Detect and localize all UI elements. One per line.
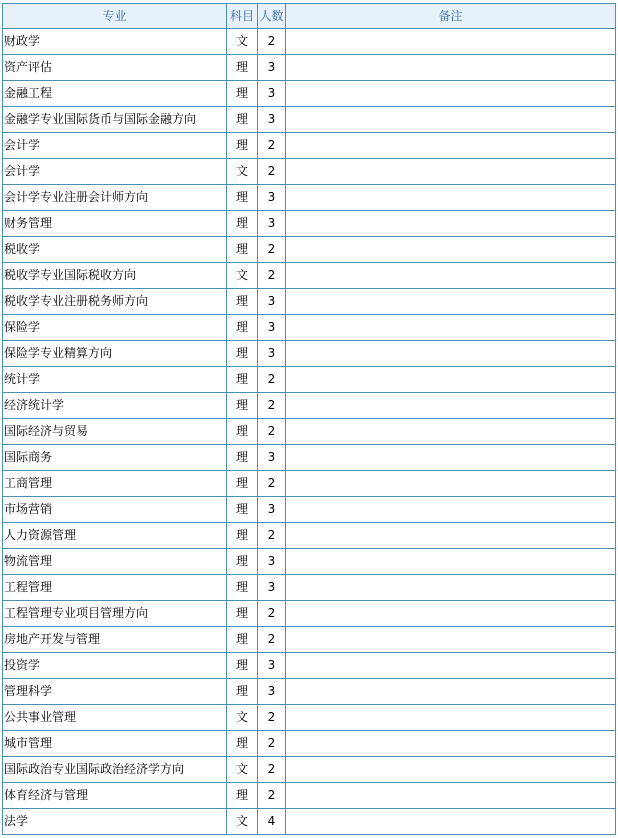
- major-cell: 会计学专业注册会计师方向: [3, 185, 227, 211]
- subject-cell: 理: [227, 549, 258, 575]
- count-cell: 2: [258, 159, 286, 185]
- major-cell: 财政学: [3, 29, 227, 55]
- subject-cell: 理: [227, 367, 258, 393]
- table-row: [3, 575, 616, 601]
- major-cell: 金融学专业国际货币与国际金融方向: [3, 107, 227, 133]
- major-cell: 保险学: [3, 315, 227, 341]
- table-row: [3, 263, 616, 289]
- table-row: [3, 289, 616, 315]
- count-cell: 2: [258, 393, 286, 419]
- note-cell: [286, 471, 616, 497]
- count-cell: 2: [258, 783, 286, 809]
- note-cell: [286, 445, 616, 471]
- table-row: [3, 445, 616, 471]
- major-cell: 体育经济与管理: [3, 783, 227, 809]
- subject-cell: 理: [227, 445, 258, 471]
- subject-cell: 文: [227, 29, 258, 55]
- header-count: 人数: [258, 4, 286, 29]
- note-cell: [286, 341, 616, 367]
- subject-cell: 理: [227, 523, 258, 549]
- major-cell: 工商管理: [3, 471, 227, 497]
- table-row: [3, 497, 616, 523]
- note-cell: [286, 107, 616, 133]
- count-cell: 3: [258, 55, 286, 81]
- count-cell: 2: [258, 601, 286, 627]
- table-row: [3, 29, 616, 55]
- table-row: [3, 549, 616, 575]
- table-row: [3, 237, 616, 263]
- count-cell: 2: [258, 29, 286, 55]
- note-cell: [286, 757, 616, 783]
- major-cell: 人力资源管理: [3, 523, 227, 549]
- note-cell: [286, 601, 616, 627]
- table-row: [3, 393, 616, 419]
- header-subject: 科目: [227, 4, 258, 29]
- count-cell: 2: [258, 237, 286, 263]
- subject-cell: 理: [227, 237, 258, 263]
- subject-cell: 理: [227, 315, 258, 341]
- table-row: [3, 133, 616, 159]
- count-cell: 3: [258, 653, 286, 679]
- count-cell: 3: [258, 445, 286, 471]
- note-cell: [286, 523, 616, 549]
- count-cell: 3: [258, 341, 286, 367]
- major-cell: 市场营销: [3, 497, 227, 523]
- note-cell: [286, 289, 616, 315]
- table-header: [3, 4, 616, 29]
- header-major: 专业: [3, 4, 227, 29]
- major-cell: 会计学: [3, 159, 227, 185]
- count-cell: 2: [258, 133, 286, 159]
- count-cell: 3: [258, 211, 286, 237]
- subject-cell: 理: [227, 575, 258, 601]
- note-cell: [286, 55, 616, 81]
- major-cell: 财务管理: [3, 211, 227, 237]
- subject-cell: 理: [227, 81, 258, 107]
- major-cell: 房地产开发与管理: [3, 627, 227, 653]
- table-row: [3, 315, 616, 341]
- major-cell: 会计学: [3, 133, 227, 159]
- table-row: [3, 731, 616, 757]
- subject-cell: 文: [227, 263, 258, 289]
- subject-cell: 理: [227, 679, 258, 705]
- subject-cell: 理: [227, 627, 258, 653]
- note-cell: [286, 809, 616, 835]
- subject-cell: 理: [227, 601, 258, 627]
- subject-cell: 理: [227, 289, 258, 315]
- subject-cell: 文: [227, 809, 258, 835]
- count-cell: 2: [258, 627, 286, 653]
- subject-cell: 理: [227, 497, 258, 523]
- table-row: [3, 185, 616, 211]
- count-cell: 2: [258, 263, 286, 289]
- subject-cell: 理: [227, 133, 258, 159]
- table-row: [3, 107, 616, 133]
- major-cell: 投资学: [3, 653, 227, 679]
- major-cell: 物流管理: [3, 549, 227, 575]
- count-cell: 3: [258, 185, 286, 211]
- note-cell: [286, 705, 616, 731]
- count-cell: 2: [258, 705, 286, 731]
- table-row: [3, 601, 616, 627]
- table-row: [3, 523, 616, 549]
- table-row: [3, 705, 616, 731]
- note-cell: [286, 315, 616, 341]
- major-cell: 经济统计学: [3, 393, 227, 419]
- table-row: [3, 471, 616, 497]
- major-cell: 保险学专业精算方向: [3, 341, 227, 367]
- count-cell: 3: [258, 575, 286, 601]
- note-cell: [286, 263, 616, 289]
- major-cell: 工程管理: [3, 575, 227, 601]
- table-row: [3, 341, 616, 367]
- table-row: [3, 783, 616, 809]
- subject-cell: 理: [227, 783, 258, 809]
- count-cell: 3: [258, 679, 286, 705]
- count-cell: 3: [258, 497, 286, 523]
- major-cell: 金融工程: [3, 81, 227, 107]
- table-row: [3, 211, 616, 237]
- note-cell: [286, 419, 616, 445]
- note-cell: [286, 237, 616, 263]
- note-cell: [286, 211, 616, 237]
- note-cell: [286, 133, 616, 159]
- header-note: 备注: [286, 4, 616, 29]
- table-row: [3, 809, 616, 835]
- major-cell: 税收学专业国际税收方向: [3, 263, 227, 289]
- count-cell: 2: [258, 731, 286, 757]
- note-cell: [286, 393, 616, 419]
- count-cell: 2: [258, 757, 286, 783]
- major-cell: 税收学专业注册税务师方向: [3, 289, 227, 315]
- table-row: [3, 55, 616, 81]
- subject-cell: 文: [227, 705, 258, 731]
- count-cell: 2: [258, 471, 286, 497]
- table-row: [3, 159, 616, 185]
- subject-cell: 理: [227, 471, 258, 497]
- note-cell: [286, 29, 616, 55]
- major-cell: 法学: [3, 809, 227, 835]
- count-cell: 2: [258, 523, 286, 549]
- note-cell: [286, 81, 616, 107]
- count-cell: 3: [258, 289, 286, 315]
- table-row: [3, 757, 616, 783]
- major-cell: 国际政治专业国际政治经济学方向: [3, 757, 227, 783]
- note-cell: [286, 679, 616, 705]
- subject-cell: 文: [227, 159, 258, 185]
- table-body: [3, 29, 616, 835]
- note-cell: [286, 549, 616, 575]
- count-cell: 2: [258, 367, 286, 393]
- major-cell: 管理科学: [3, 679, 227, 705]
- major-cell: 公共事业管理: [3, 705, 227, 731]
- table-row: [3, 81, 616, 107]
- table-row: [3, 367, 616, 393]
- subject-cell: 理: [227, 731, 258, 757]
- note-cell: [286, 653, 616, 679]
- note-cell: [286, 497, 616, 523]
- majors-table: [2, 3, 616, 835]
- count-cell: 4: [258, 809, 286, 835]
- note-cell: [286, 783, 616, 809]
- subject-cell: 理: [227, 419, 258, 445]
- note-cell: [286, 185, 616, 211]
- subject-cell: 理: [227, 653, 258, 679]
- subject-cell: 理: [227, 55, 258, 81]
- table-row: [3, 679, 616, 705]
- major-cell: 资产评估: [3, 55, 227, 81]
- subject-cell: 文: [227, 757, 258, 783]
- count-cell: 3: [258, 315, 286, 341]
- subject-cell: 理: [227, 341, 258, 367]
- note-cell: [286, 731, 616, 757]
- note-cell: [286, 159, 616, 185]
- major-cell: 统计学: [3, 367, 227, 393]
- major-cell: 税收学: [3, 237, 227, 263]
- count-cell: 3: [258, 81, 286, 107]
- count-cell: 3: [258, 107, 286, 133]
- table-row: [3, 653, 616, 679]
- table-row: [3, 419, 616, 445]
- note-cell: [286, 627, 616, 653]
- header-row: [3, 4, 616, 29]
- count-cell: 2: [258, 419, 286, 445]
- subject-cell: 理: [227, 211, 258, 237]
- note-cell: [286, 575, 616, 601]
- subject-cell: 理: [227, 393, 258, 419]
- major-cell: 国际商务: [3, 445, 227, 471]
- subject-cell: 理: [227, 185, 258, 211]
- table-row: [3, 627, 616, 653]
- note-cell: [286, 367, 616, 393]
- major-cell: 国际经济与贸易: [3, 419, 227, 445]
- subject-cell: 理: [227, 107, 258, 133]
- major-cell: 城市管理: [3, 731, 227, 757]
- count-cell: 3: [258, 549, 286, 575]
- major-cell: 工程管理专业项目管理方向: [3, 601, 227, 627]
